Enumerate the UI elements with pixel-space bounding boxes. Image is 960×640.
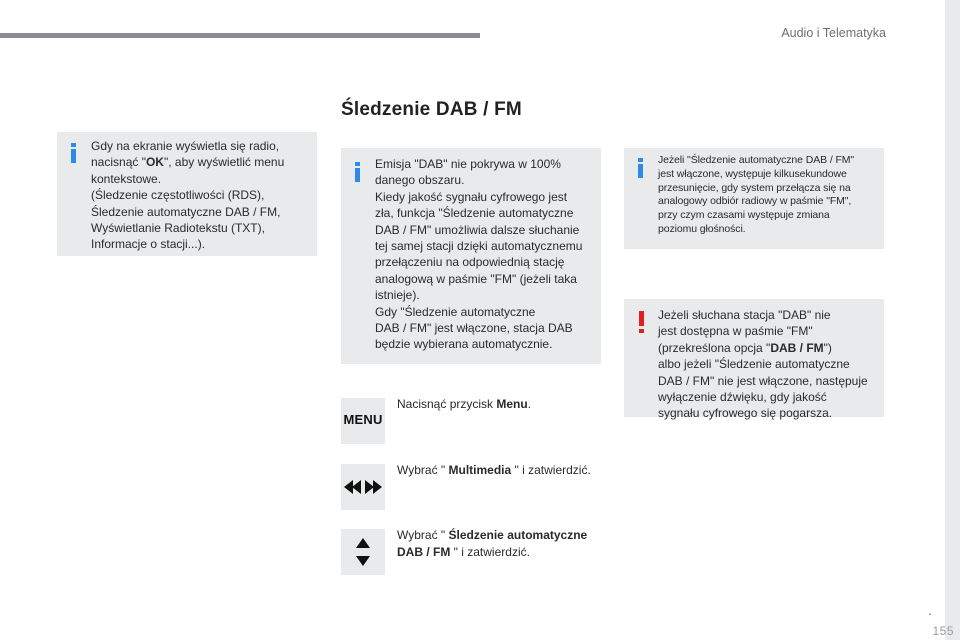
note-line: Gdy na ekranie wyświetla się radio,: [91, 139, 280, 153]
page-marker: .: [928, 602, 932, 618]
note-line: przy czym czasami występuje zmiana: [658, 209, 830, 222]
note-line: przesunięcie, gdy system przełącza się na: [658, 181, 851, 194]
note-line: DAB / FM" umożliwia dalsze słuchanie: [375, 222, 580, 237]
note-line: tej samej stacji dzięki automatycznemu: [375, 239, 583, 254]
note-line: Kiedy jakość sygnału cyfrowego jest: [375, 189, 568, 204]
note-line: Wyświetlanie Radiotekstu (TXT),: [91, 221, 265, 236]
menu-button-icon: MENU: [341, 398, 385, 444]
seek-arrows-icon: [341, 464, 385, 510]
note-line: DAB / FM" nie jest włączone, następuje: [658, 373, 868, 388]
note-line: istnieje).: [375, 288, 420, 303]
note-line: jest dostępna w paśmie "FM": [658, 324, 813, 339]
info-note-context-menu: [57, 132, 317, 256]
note-line: poziomu głośności.: [658, 222, 746, 235]
info-note-dab-coverage: [341, 148, 601, 364]
note-line: danego obszaru.: [375, 173, 465, 188]
info-note-shift: [624, 148, 884, 249]
note-line: Śledzenie automatyczne DAB / FM,: [91, 204, 281, 219]
note-line: analogową w paśmie "FM" (jeżeli taka: [375, 271, 577, 286]
step-select-multimedia: Wybrać " Multimedia " i zatwierdzić.: [397, 463, 591, 477]
note-line: (przekreślona opcja "DAB / FM"): [658, 340, 832, 355]
info-icon: [636, 158, 646, 178]
note-line: jest włączone, występuje kilkusekundowe: [658, 167, 847, 180]
header-rule: [0, 33, 480, 38]
page-number: 155: [932, 624, 954, 638]
warning-icon: [638, 311, 646, 333]
note-line: zła, funkcja "Śledzenie automatyczne: [375, 206, 574, 221]
note-line: wyłączenie dźwięku, gdy jakość: [658, 390, 827, 405]
note-line: będzie wybierana automatycznie.: [375, 337, 553, 352]
note-line: nacisnąć "OK", aby wyświetlić menu: [91, 155, 285, 170]
info-icon: [353, 162, 363, 182]
note-line: kontekstowe.: [91, 171, 162, 186]
note-line: DAB / FM" jest włączone, stacja DAB: [375, 321, 573, 336]
note-line: Informacje o stacji...).: [91, 237, 206, 252]
page-title: Śledzenie DAB / FM: [341, 99, 522, 120]
warning-note-mute: [624, 299, 884, 421]
note-line: Jeżeli "Śledzenie automatyczne DAB / FM": [658, 154, 855, 166]
info-icon: [69, 143, 79, 163]
up-down-arrows-icon: [341, 529, 385, 575]
step-select-dab-fm-tracking: Wybrać " Śledzenie automatyczne DAB / FM " i zatwierdzić.: [397, 528, 588, 559]
note-line: analogowy odbiór radiowy w paśmie "FM",: [658, 195, 852, 208]
note-line: Emisja "DAB" nie pokrywa w 100%: [375, 157, 561, 171]
section-header: Audio i Telematyka: [781, 26, 886, 40]
note-line: Jeżeli słuchana stacja "DAB" nie: [658, 308, 831, 322]
step-press-menu: Nacisnąć przycisk Menu.: [397, 397, 532, 411]
note-line: albo jeżeli "Śledzenie automatyczne: [658, 357, 850, 372]
page-edge-strip: [945, 0, 960, 640]
note-line: (Śledzenie częstotliwości (RDS),: [91, 188, 265, 203]
note-line: przełączeniu na odpowiednią stację: [375, 255, 565, 270]
note-line: Gdy "Śledzenie automatyczne: [375, 304, 536, 319]
note-line: sygnału cyfrowego się pogarsza.: [658, 406, 833, 421]
